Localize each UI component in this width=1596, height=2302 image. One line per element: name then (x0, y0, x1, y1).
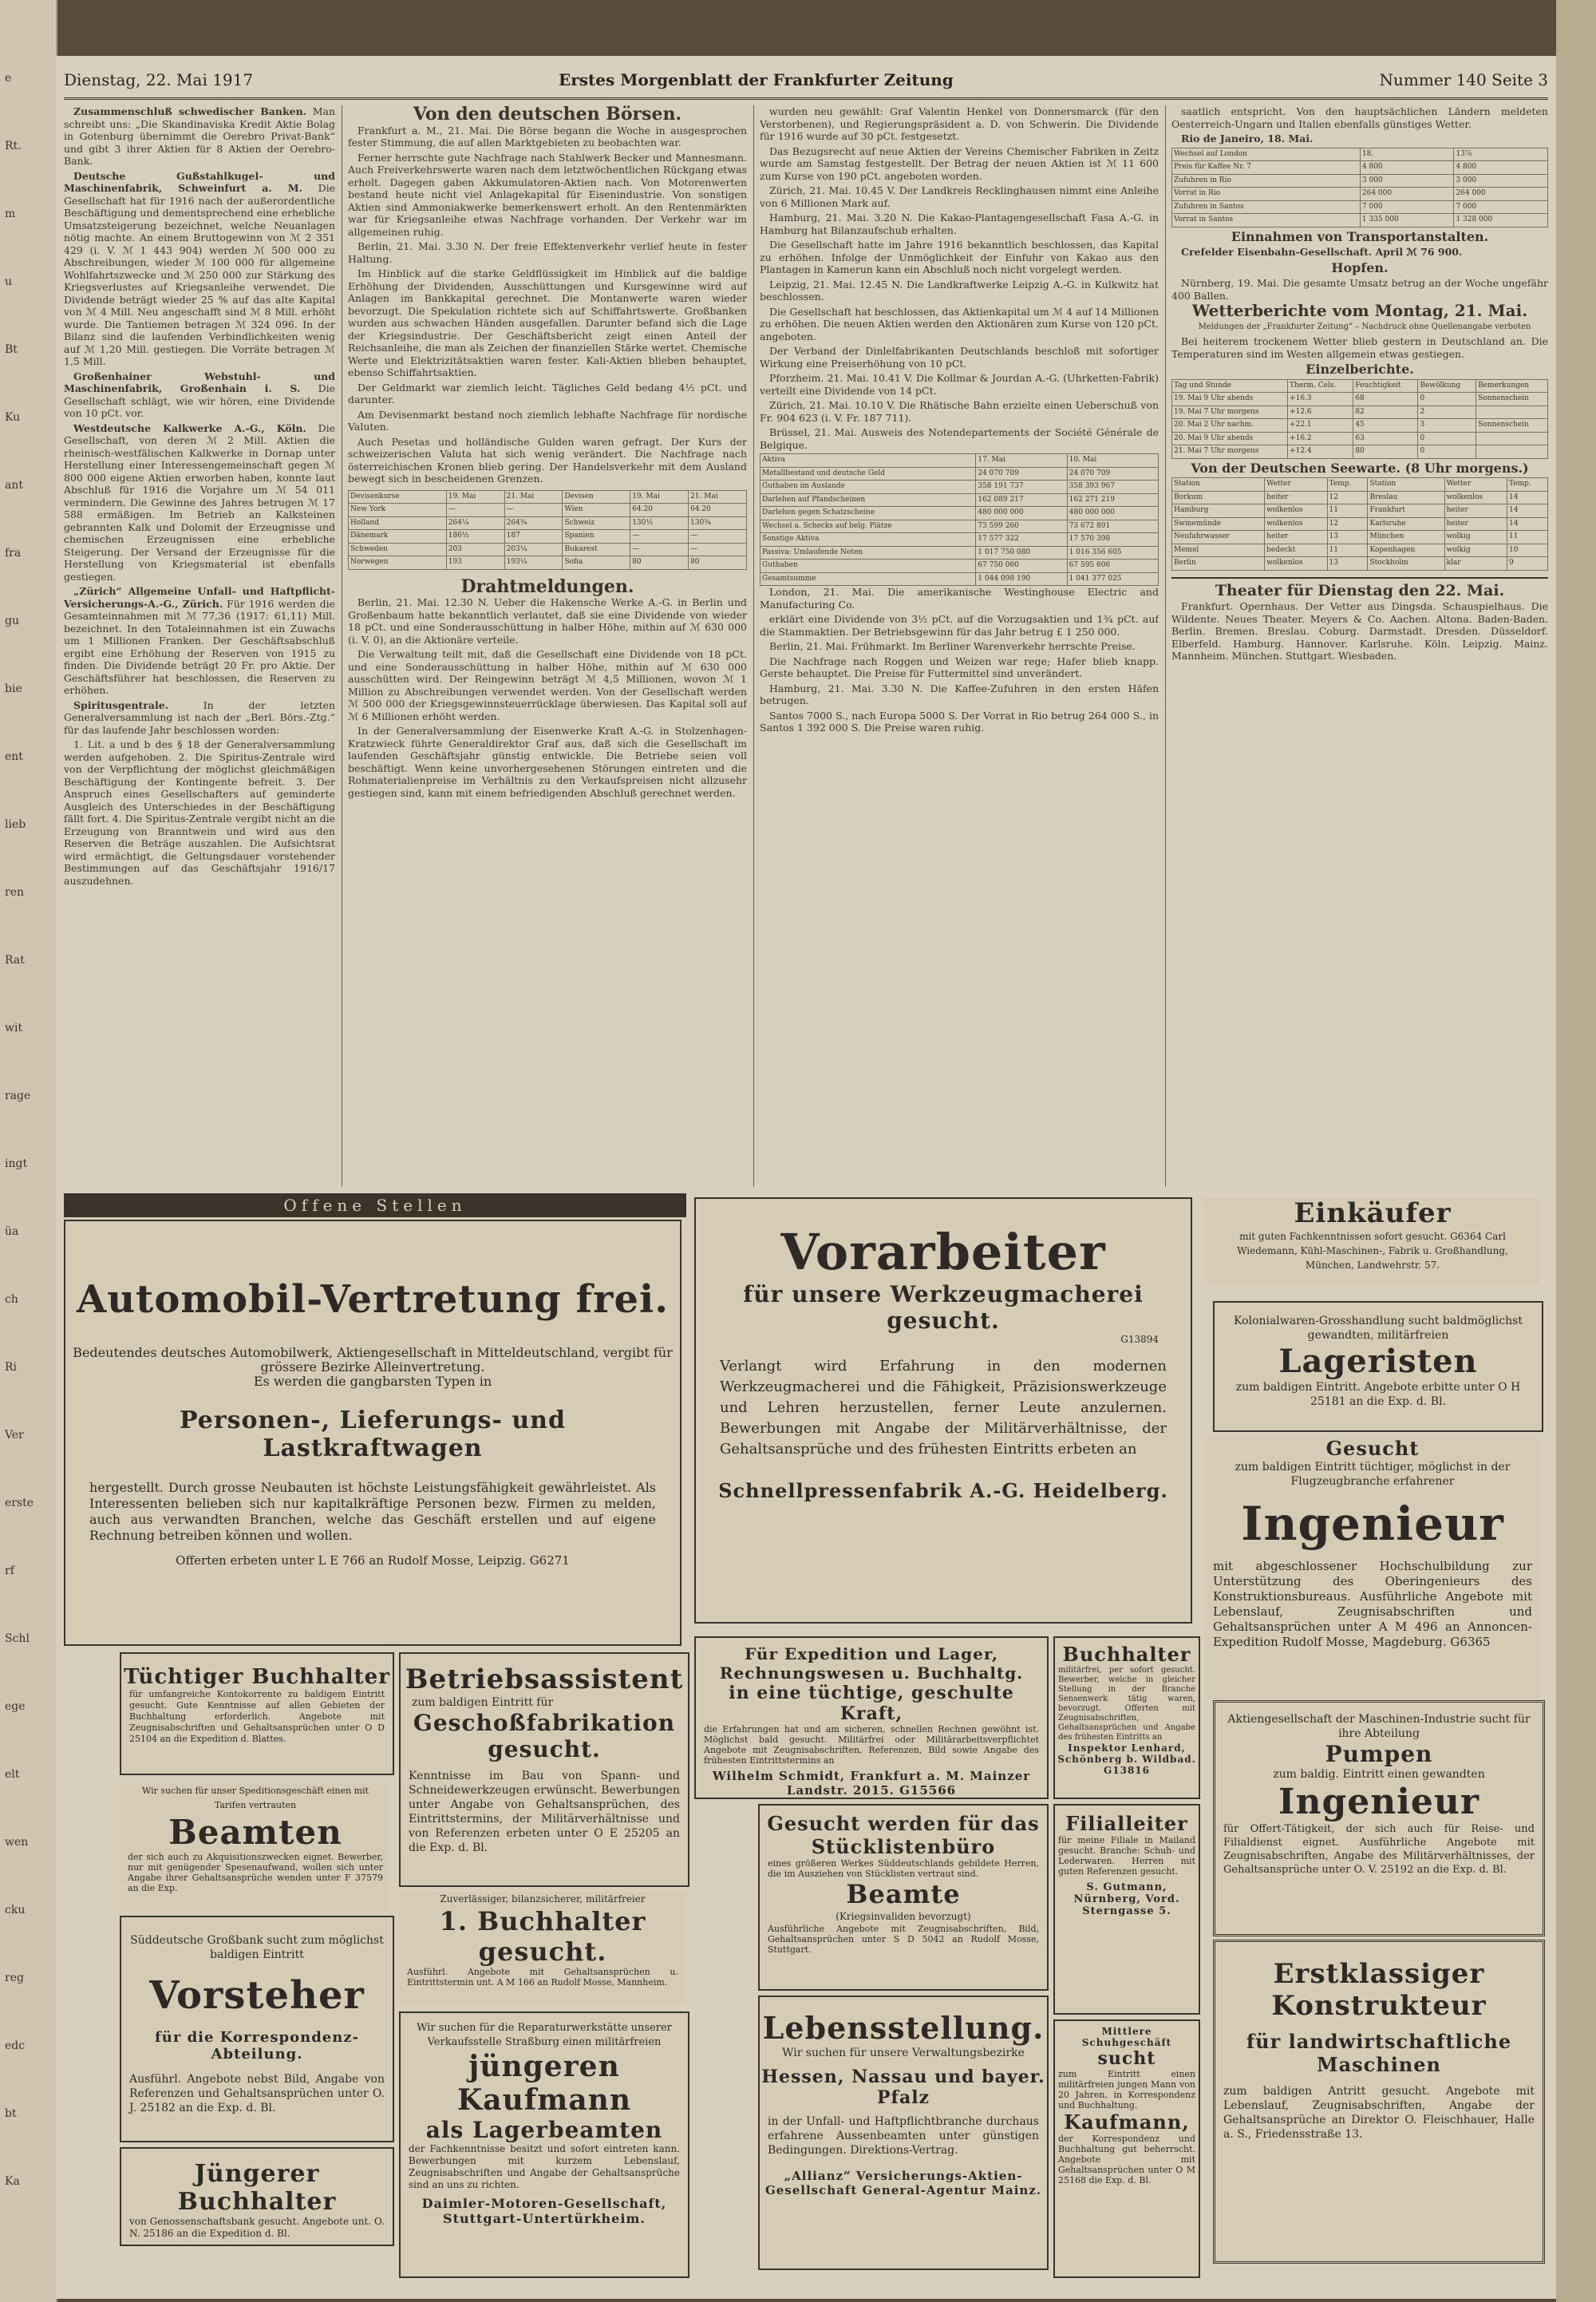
ad-beamte-sub: (Kriegsinvaliden bevorzugt) (836, 1911, 971, 1922)
ad-lageristen-title: Lageristen (1278, 1343, 1478, 1380)
ad-beamten-title: Beamten (168, 1813, 342, 1852)
spine-fragment: Ku (5, 411, 21, 424)
column-2: Von den deutschen Börsen. Frankfurt a. M., 21. Mai. Die Börse begann die Woche in ausgesprochen fester Stimmung, die auf allen Marktgebieten zu beobachten war. Ferner herrschte gute Nachfrage nach Stahlwerk Becker und Mannesmann. Auch Freiverkehrswerte waren nach dem letztwöchentlichen Rückgang etwas erholt. Dagegen gaben Akkumulatoren-Aktien nach. Von Motorenwerten bestand heute nicht viel Anlagekapital für Eisenindustrie. Von sonstigen Aktien sind Ammoniakwerke bemerkenswert erholt. An den Rentenmärkten war für Kriegsanleihe etwas Nachfrage vorhanden. Der Verkehr war im allgemeinen ruhig. Berlin, 21. Mai. 3.30 N. Der freie Effektenverkehr verlief heute in fester Haltung. Im Hinblick auf die starke Geldflüssigkeit im Hinblick auf die baldige Erhöhung der Dividenden, Ausschüttungen und Kursgewinne wird auf Anlagen im Bankkapital gerechnet. Die Montanwerte waren wieder bevorzugt. Die Spekulation richtete sich auf Schiffahrtswerte. Großbanken wurden aus schwachen Händen ausgefallen. Darunter befand sich die Lage der Kriegsindustrie. Der Geschäftsbericht zeigt einen Anteil der Reichsanleihe, die man als Zeichen der finanziellen Stärke wertet. Chemische Werte und Elektrizitätsaktien waren fester. Kali-Aktien blieben behauptet, ebenso Schiffahrtsaktien. Der Geldmarkt war ziemlich leicht. Tägliches Geld bedang 4½ pCt. und darunter. Am Devisenmarkt bestand noch ziemlich lebhafte Nachfrage für nordische Valuten. Auch Pesetas und holländische Gulden waren gefragt. Der Kurs der schweizerischen Valuta hat sich wenig verändert. Die Nachfrage nach österreichischen Kronen blieb gering. Der Handelsverkehr mit dem Ausland bewegt sich in bescheidenen Grenzen. Devisenkurse 19. Mai 21. Mai Devisen 19. Mai 21. Mai New York — — Wien 64.20 64.20 Holland 264¼ 264¾ Schweiz 130½ 130¾ Dänemark 186½ 187 Spanien — — Schweden 203 203¼ Bukarest — — Norwegen 193 193¼ Sofia 80 80 Drahtmeldungen. Berlin, 21. Mai. 12.30 N. Ueber die Hakensche Werke A.-G. in Berlin und Großenbaum hatte bekanntlich verlautet, daß sie eine Dividende von wieder 18 pCt. und eine Sonderausschüttung in halber Höhe, mithin auf ℳ 630 000 (i. V. 0), an die Aktionäre verteile. Die Verwaltung teilt mit, daß die Gesellschaft eine Dividende von 18 pCt. und eine Sonderausschüttung in halber Höhe, mithin auf ℳ 630 000 ausschütten wird. Der Reingewinn beträgt ℳ 4,5 Millionen, wovon ℳ 1 Million zu Abschreibungen verwendet werden. Von der Gesellschaft werden ℳ 500 000 der Kriegsgewinnsteuerrücklage überwiesen. Das Kapital soll auf ℳ 6 Millionen erhöht werden. In der Generalversammlung der Eisenwerke Kraft A.-G. in Stolzenhagen-Kratzwieck führte Generaldirektor Graf aus, daß sich die Gesellschaft im laufenden Geschäftsjahr günstig entwickle. Die Betriebe seien voll beschäftigt. Wenn keine unvorhergesehenen Störungen eintreten und die Rohmaterialienpreise im Verhältnis zu den Verkaufspreisen nicht allzusehr gestiegen sind, kann mit einem befriedigenden Abschluß gerechnet werden. (348, 105, 747, 799)
spine-fragment: u (5, 275, 13, 288)
ad-vorarbeiter-p: Verlangt wird Erfahrung in den modernen Werkzeugmacherei und die Fähigkeit, Präzisionswerkzeuge und Lehren herzustellen, ferner Leute anzulernen. Bewerbungen mit Angabe der Militärverhältnisse, der Gehaltsansprüche und des frühesten Eintritts erbeten an (720, 1358, 1167, 1458)
col1-sub4: „Zürich“ Allgemeine Unfall- und Haftpflicht-Versicherungs-A.-G., Zürich. (64, 585, 335, 610)
ad-juengerer-p: von Genossenschaftsbank gesucht. Angebote unt. O. N. 25186 an die Expedition d. Bl. (129, 2216, 385, 2239)
col3-para-1: Berlin, 21. Mai. 12.30 N. Ueber die Hakensche Werke A.-G. in Berlin und Großenbaum hatte bekanntlich verlautet, daß sie eine Dividende von wieder 18 pCt. und eine Sonderausschüttung in halber Höhe, mithin auf ℳ 630 000 (i. V. 0), an die Aktionäre verteile. (348, 596, 747, 646)
theater-box (1171, 577, 1548, 663)
ad-buchhalter (1053, 1636, 1200, 1799)
offene-stellen-banner: Offene Stellen (64, 1193, 686, 1217)
weather-table-1: Tag und Stunde Therm. Cels. Feuchtigkeit Bewölkung Bemerkungen 19. Mai 9 Uhr abends +16.3 68 0 Sonnenschein 19. Mai 7 Uhr morgens +12.6 82 2 20. Mai 2 Uhr nachm. +22.1 45 3 Sonnenschein 20. Mai 9 Uhr abends +16.2 63 0 21. Mai 7 Uhr morgens +12.4 80 0 (1171, 379, 1548, 459)
weather-heading: Wetterberichte vom Montag, 21. Mai. (1191, 301, 1528, 320)
spine-fragment: Schl (5, 1632, 30, 1645)
ad-filialleiter (1053, 1804, 1200, 2015)
ad-pumpen-p2: für Offert-Tätigkeit, der sich auch für Reise- und Filialdienst eignet. Ausführliche Angebote mit Zeugnisabschriften, Angabe des Militärverhältnisses, der Gehaltsansprüche unter O. V. 25192 an die Exp. d. Bl. (1223, 1823, 1535, 1876)
ad-juengerer-buchhalter (120, 2147, 394, 2246)
ad-lebensstellung (758, 1995, 1049, 2270)
col4-para-7: Hamburg, 21. Mai. 3.30 N. Die Kaffee-Zufuhren in den ersten Häfen betrugen. (760, 682, 1159, 706)
col5-para-1: saatlich entspricht. Von den hauptsächlichen Ländern meldeten Oesterreich-Ungarn und Italien ebenfalls günstiges Wetter. (1171, 105, 1548, 130)
header-date: Dienstag, 22. Mai 1917 (64, 70, 254, 89)
col4-para-3: Leipzig, 21. Mai. 12.45 N. Die Landkraftwerke Leipzig A.-G. in Kulkwitz hat beschlossen. (760, 278, 1159, 303)
ad-schuh-p2: der Korrespondenz und Buchhaltung gut beherrscht. Angebote mit Gehaltsansprüchen unter O M 25168 die Exp. d. Bl. (1058, 2134, 1195, 2185)
spine-fragment: bt (5, 2107, 17, 2120)
col1-sub1: Deutsche Gußstahlkugel- und Maschinenfabrik, Schweinfurt a. M. (64, 169, 335, 194)
ad-konstrukteur-p: zum baldigen Antritt gesucht. Angebote mit Lebenslauf, Zeugnisabschriften, Angabe der Gehaltsansprüche an Direktor O. Fleischhauer, Halle a. S., Friedensstraße 13. (1223, 2085, 1535, 2141)
col5-hopfen: Hopfen. (1331, 259, 1389, 275)
ad-schuh-p: zum Eintritt einen militärfreien jungen Mann von 20 Jahren, in Korrespondenz und Buchhaltung. (1058, 2069, 1195, 2110)
weather-para: Bei heiterem trockenem Wetter blieb gestern in Deutschland an. Die Temperaturen sind im Westen allgemein etwas gestiegen. (1171, 335, 1548, 360)
ad-juengerer-title: Jüngerer Buchhalter (177, 2160, 337, 2216)
ad-konstrukteur (1213, 1940, 1545, 2264)
spine-fragment: m (5, 208, 16, 220)
col1-sub5: Spiritusgentrale. (73, 698, 169, 711)
spine-fragment: edc (5, 2039, 26, 2052)
ad-konstrukteur-sub: für landwirtschaftliche Maschinen (1246, 2030, 1512, 2076)
ad-tuechtiger-p: für umfangreiche Kontokorrente zu baldigem Eintritt gesucht. Gute Kenntnisse auf allen Gebieten der Buchhaltung erforderlich. Angebote mit Zeugnisabschriften und Gehaltsansprüchen unter O D 25104 an die Expedition d. Blattes. (129, 1689, 385, 1744)
theater-heading: Theater für Dienstag den 22. Mai. (1215, 581, 1505, 599)
ad-pumpen-sub: Pumpen (1325, 1741, 1433, 1767)
ad-automobil-p1: Bedeutendes deutsches Automobilwerk, Aktiengesellschaft in Mitteldeutschland, vergibt für grössere Bezirke Alleinvertretung. (73, 1345, 673, 1374)
spine-fragment: ent (5, 750, 23, 763)
ad-einkaeufer-title: Einkäufer (1294, 1197, 1452, 1229)
ad-betriebsassistent-p1: zum baldigen Eintritt für (412, 1696, 554, 1709)
ad-vorarbeiter-code: G13894 (1120, 1334, 1159, 1345)
col5-transport: Einnahmen von Transportanstalten. (1231, 228, 1489, 244)
col4-para-6: Berlin, 21. Mai. Frühmarkt. Im Berliner Warenverkehr herrschte Preise. (769, 640, 1136, 652)
column-3: wurden neu gewählt: Graf Valentin Henkel von Donnersmarck (für den Verstorbenen), und Regierungspräsident a. D. von Schwerin. Die Dividende für 1916 wurde auf 30 pCt. festgesetzt. Das Bezugsrecht auf neue Aktien der Vereins Chemischer Fabriken in Zeitz wurde am Samstag festgestellt. Der Betrag der neuen Aktien ist ℳ 11 600 zum Kurse von 190 pCt. angeboten worden. Zürich, 21. Mai. 10.45 V. Der Landkreis Recklinghausen nimmt eine Anleihe von 6 Millionen Mark auf. Hamburg, 21. Mai. 3.20 N. Die Kakao-Plantagengesellschaft Fasa A.-G. in Hamburg hat Bilanzaufschub erhalten. Die Gesellschaft hatte im Jahre 1916 bekanntlich beschlossen, das Kapital zu erhöhen. Infolge der Unmöglichkeit der Einfuhr von Kakao aus den Plantagen in Kamerun kann ein Abschluß noch nicht vorgelegt werden. Leipzig, 21. Mai. 12.45 N. Die Landkraftwerke Leipzig A.-G. in Kulkwitz hat beschlossen. Die Gesellschaft hat beschlossen, das Aktienkapital um ℳ 4 auf 14 Millionen zu erhöhen. Die neuen Aktien werden den Aktionären zum Kurse von 120 pCt. angeboten. Der Verband der Dinlelfabrikanten Deutschlands beschloß mit sofortiger Wirkung eine Preiserhöhung von 10 pCt. Pforzheim. 21. Mai. 10.41 V. Die Kollmar & Jourdan A.-G. (Uhrketten-Fabrik) verteilt eine Dividende von 14 pCt. Zürich, 21. Mai. 10.10 V. Die Rhätische Bahn erzielte einen Ueberschuß von Fr. 904 623 (i. V. Fr. 187 711). Brüssel, 21. Mai. Ausweis des Notendepartements der Société Générale de Belgique. Aktiva 17. Mai 10. Mai Metallbestand und deutsche Geld 24 070 709 24 070 709 Guthaben im Auslande 358 191 737 358 393 967 Darlehen auf Pfandscheinen 162 089 217 162 271 219 Darlehen gegen Schatzscheine 480 000 000 480 000 000 Wechsel a. Schecks auf belg. Plätze 73 599 260 73 672 891 Sonstige Aktiva 17 577 322 17 570 398 Passiva: Umlaufende Noten 1 017 750 080 1 016 356 605 Guthaben 67 750 060 67 595 606 Gesamtsumme 1 044 098 190 1 041 377 025 London, 21. Mai. Die amerikanische Westinghouse Electric and Manufacturing Co. erklärt eine Dividende von 3½ pCt. auf die Vorzugsaktien und 1¾ pCt. auf die Stammaktien. Der Betriebsgewinn für das Jahr betrug £ 1 250 000. Berlin, 21. Mai. Frühmarkt. Im Berliner Warenverkehr herrschte Preise. Die Nachfrage nach Roggen und Weizen war rege; Hafer blieb knapp. Gerste behauptet. Die Preise für Futtermittel sind unverändert. Hamburg, 21. Mai. 3.30 N. Die Kaffee-Zufuhren in den ersten Häfen betrugen. Santos 7000 S., nach Europa 5000 S. Der Vorrat in Rio betrug 264 000 S., in Santos 1 392 000 S. Die Preise waren ruhig. (760, 105, 1159, 734)
ad-tuechtiger-buchhalter (120, 1652, 394, 1775)
ad-automobil-sub: Personen-, Lieferungs- und Lastkraftwagen (180, 1406, 566, 1462)
ad-filialleiter-title: Filialleiter (1065, 1812, 1188, 1835)
header-title: Erstes Morgenblatt der Frankfurter Zeitung (559, 70, 954, 89)
ad-stuecklisten (758, 1804, 1049, 1991)
bilanz-table: Aktiva 17. Mai 10. Mai Metallbestand und deutsche Geld 24 070 709 24 070 709 Guthaben im Auslande 358 191 737 358 393 967 Darlehen auf Pfandscheinen 162 089 217 162 271 219 Darlehen gegen Schatzscheine 480 000 000 480 000 000 Wechsel a. Schecks auf belg. Plätze 73 599 260 73 672 891 Sonstige Aktiva 17 577 322 17 570 398 Passiva: Umlaufende Noten 1 017 750 080 1 016 356 605 Guthaben 67 750 060 67 595 606 Gesamtsumme 1 044 098 190 1 041 377 025 (760, 453, 1159, 586)
ad-schuh-top: Mittlere Schuhgeschäft (1081, 2026, 1172, 2048)
ad-suedbank (120, 1916, 394, 2142)
ad-erster-buchhalter-p: Ausführl. Angebote mit Gehaltsansprüchen u. Eintrittstermin unt. A M 166 an Rudolf Mosse, Mannheim. (407, 1967, 678, 1988)
ad-ingenieur-flugzeug-p: mit abgeschlossener Hochschulbildung zur Unterstützung des Oberingenieurs des Konstruktionsbureaus. Ausführliche Angebote mit Lebenslauf, Zeugnisabschriften und Gehaltsansprüchen unter A M 496 an Annoncen-Expedition Rudolf Mosse, Magdeburg. G6365 (1213, 1559, 1532, 1649)
ad-lebensstellung-p2: in der Unfall- und Haftpflichtbranche durchaus erfahrene Aussenbeamten unter günstigen Bedingungen. Direktions-Vertrag. (768, 2115, 1039, 2157)
ad-lageristen-top: Kolonialwaren-Grosshandlung sucht baldmöglichst gewandten, militärfreien (1234, 1315, 1523, 1342)
ad-vorarbeiter-sub: für unsere Werkzeugmacherei gesucht. (743, 1281, 1144, 1334)
header-page-number: Nummer 140 Seite 3 (1379, 70, 1548, 89)
col1-heading: Zusammenschluß schwedischer Banken. (73, 105, 307, 117)
ad-ingenieur-flugzeug (1205, 1437, 1540, 1700)
ad-betriebsassistent-p2: Kenntnisse im Bau von Spann- und Schneidewerkzeugen erwünscht. Bewerbungen unter Angabe von Gehaltsansprüchen, des Eintrittstermins, der Militärverhältnisse und von Referenzen erbeten unter O E 25205 an die Exp. d. Bl. (409, 1770, 680, 1854)
spine-fragment: gu (5, 615, 19, 627)
ad-betriebsassistent (399, 1652, 689, 1887)
ad-erster-buchhalter-title: 1. Buchhalter gesucht. (439, 1906, 646, 1967)
ad-betriebsassistent-sub: Geschoßfabrikation gesucht. (413, 1710, 676, 1762)
ad-buchhalter-p: militärfrei, per sofort gesucht. Bewerber, welche in gleicher Stellung in der Branche Sensenwerk tätig waren, bevorzugt. Offerten mit Zeugnisabschriften, Gehaltsansprüchen und Angabe des frühesten Eintritts an (1058, 1666, 1195, 1742)
ad-expedition-p: die Erfahrungen hat und am sicheren, schnellen Rechnen gewöhnt ist. Möglichst bald gesucht. Militärfrei oder Militärarbeitsverpflichtet Angebote mit Zeugnisabschriften, Referenzen, Bild sowie Angabe des frühesten Eintrittstermins an (704, 1724, 1039, 1766)
ad-lebensstellung-sub: Hessen, Nassau und bayer. Pfalz (761, 2067, 1045, 2108)
ad-tuechtiger-title: Tüchtiger Buchhalter (124, 1665, 390, 1689)
ad-expedition (694, 1636, 1049, 1799)
newspaper-page (56, 56, 1556, 2299)
ad-einkaeufer-p: mit guten Fachkenntnissen sofort gesucht. G6364 Carl Wiedemann, Kühl-Maschinen-, Fabrik u. Großhandlung, München, Landwehrstr. 57. (1237, 1231, 1508, 1271)
ad-buchhalter-title: Buchhalter (1062, 1643, 1191, 1666)
ad-automobil-title: Automobil-Vertretung frei. (77, 1277, 669, 1322)
col3-heading: Drahtmeldungen. (460, 576, 634, 597)
spine-fragment: wen (5, 1836, 29, 1849)
ad-schuh-title: sucht (1097, 2048, 1156, 2069)
ad-lageristen-p: zum baldigen Eintritt. Angebote erbitte unter O H 25181 an die Exp. d. Bl. (1235, 1381, 1521, 1408)
ad-schuhgeschaeft (1053, 2019, 1200, 2278)
ad-lebensstellung-p: Wir suchen für unsere Verwaltungsbezirke (782, 2047, 1025, 2059)
spine-fragment: Ka (5, 2175, 20, 2188)
ad-suedbank-top: Süddeutsche Großbank sucht zum möglichst baldigen Eintritt (130, 1934, 384, 1961)
spine-fragment: reg (5, 1972, 24, 1984)
spine-fragment: wit (5, 1022, 23, 1034)
col1-sub3: Westdeutsche Kalkwerke A.-G., Köln. (73, 421, 306, 434)
col4-para-2: Zürich, 21. Mai. 10.45 V. Der Landkreis Recklinghausen nimmt eine Anleihe von 6 Millionen Mark auf. (760, 184, 1159, 209)
ad-betriebsassistent-title: Betriebsassistent (405, 1663, 684, 1695)
ad-expedition-title: Für Expedition und Lager, Rechnungswesen u. Buchhaltg. (719, 1644, 1024, 1683)
ad-automobil-p2: Es werden die gangbarsten Typen in (253, 1374, 492, 1389)
page-edge (1556, 0, 1596, 2302)
ad-kaufmann-title: jüngeren Kaufmann (456, 2050, 632, 2117)
col4-para-1: Hamburg, 21. Mai. 3.20 N. Die Kakao-Plantagengesellschaft Fasa A.-G. in Hamburg hat Bilanzaufschub erhalten. (760, 212, 1159, 236)
col2-para-3: Der Geldmarkt war ziemlich leicht. Tägliches Geld bedang 4½ pCt. und darunter. (348, 381, 747, 405)
col5-rio: Rio de Janeiro, 18. Mai. (1181, 133, 1314, 144)
column-rule (1165, 105, 1166, 1187)
spine-fragment: bie (5, 682, 22, 695)
ad-schuh-title2: Kaufmann, (1064, 2110, 1190, 2134)
ad-kaufmann-firm: Daimler-Motoren-Gesellschaft, Stuttgart-Untertürkheim. (421, 2196, 667, 2226)
ad-lebensstellung-title: Lebensstellung. (762, 2010, 1045, 2046)
devisen-table: Devisenkurse 19. Mai 21. Mai Devisen 19. Mai 21. Mai New York — — Wien 64.20 64.20 Holland 264¼ 264¾ Schweiz 130½ 130¾ Dänemark 186½ 187 Spanien — — Schweden 203 203¼ Bukarest — — Norwegen 193 193¼ Sofia 80 80 (348, 490, 747, 570)
spine-fragment: Bt (5, 343, 18, 356)
spine-fragment: rf (5, 1564, 14, 1577)
ad-einkaeufer (1205, 1197, 1540, 1285)
spine-fragment: ingt (5, 1157, 28, 1170)
ad-kaufmann-sub: als Lagerbeamten (425, 2117, 663, 2143)
ad-expedition-firm: Wilhelm Schmidt, Frankfurt a. M. Mainzer Landstr. 2015. G15566 (712, 1769, 1031, 1798)
ad-kaufmann-p: der Fachkenntnisse besitzt und sofort eintreten kann. Bewerbungen mit kurzem Lebenslauf, Zeugnisabschriften und Angabe der Gehaltsansprüche sind an uns zu richten. (409, 2143, 680, 2190)
ad-pumpen-top: Aktiengesellschaft der Maschinen-Industrie sucht für ihre Abteilung (1227, 1713, 1531, 1740)
col1-sub2: Großenhainer Webstuhl- und Maschinenfabrik, Großenhain i. S. (64, 370, 335, 394)
spine-fragment: ant (5, 479, 23, 492)
spine-fragment: Ri (5, 1361, 18, 1374)
rio-table: Wechsel auf London 18. 13⅞ Preis für Kaffee Nr. 7 4 800 4 800 Zufuhren in Rio 3 000 3 000 Vorrat in Rio 264 000 264 000 Zufuhren in Santos 7 000 7 000 Vorrat in Santos 1 335 000 1 328 000 (1171, 148, 1548, 227)
binding-spine (0, 0, 57, 2302)
ad-ingenieur-flugzeug-sub: zum baldigen Eintritt tüchtiger, möglichst in der Flugzeugbranche erfahrener (1235, 1461, 1511, 1488)
ad-beamten (120, 1784, 391, 1912)
ad-pumpen (1213, 1700, 1545, 1936)
ad-beamte-title: Beamte (846, 1879, 961, 1909)
ad-konstrukteur-title: Erstklassiger Konstrukteur (1271, 1958, 1487, 2022)
spine-fragment: rage (5, 1090, 31, 1102)
ad-kaufmann-top: Wir suchen für die Reparaturwerkstätte unserer Verkaufsstelle Straßburg einen militärfreien (417, 2022, 672, 2048)
col2-heading: Von den deutschen Börsen. (413, 105, 682, 125)
col2-para-2: Berlin, 21. Mai. 3.30 N. Der freie Effektenverkehr verlief heute in fester Haltung. (348, 240, 747, 265)
weather-sub: Meldungen der „Frankfurter Zeitung“ – Nachdruck ohne Quellenangabe verboten (1198, 322, 1531, 331)
spine-fragment: Rat (5, 954, 25, 967)
ad-expedition-sub: in eine tüchtige, geschulte Kraft, (729, 1683, 1014, 1724)
ad-stuecklisten-p: eines größeren Werkes Süddeutschlands gebildete Herren, die im Ausziehen von Stücklisten vertraut sind. (768, 1858, 1039, 1879)
spine-fragment: erste (5, 1497, 34, 1509)
column-rule (753, 105, 754, 1187)
ad-beamten-top: Wir suchen für unser Speditionsgeschäft einen mit Tarifen vertrauten (142, 1786, 369, 1810)
spine-fragment: Ver (5, 1429, 24, 1442)
seewarte-heading: Von der Deutschen Seewarte. (8 Uhr morgens.) (1191, 460, 1529, 476)
ad-vorarbeiter (694, 1197, 1192, 1624)
ad-lebensstellung-firm: „Allianz“ Versicherungs-Aktien-Gesellschaft General-Agentur Mainz. (764, 2169, 1042, 2197)
column-1: Zusammenschluß schwedischer Banken. Man schreibt uns: „Die Skandinaviska Kredit Aktie Bolag in Gotenburg übernimmt die Oerebro Privat-Bank“ und gibt 3 ihrer Aktien für 8 Aktien der Oerebro-Bank. Deutsche Gußstahlkugel- und Maschinenfabrik, Schweinfurt a. M. Die Gesellschaft hat für 1916 nach der außerordentliche Beschäftigung und dementsprechend eine erhebliche Umsatzsteigerung bezeichnet, welche Neuanlagen nötig machte. An einem Bruttogewinn von ℳ 2 351 429 (i. V. ℳ 1 443 904) werden ℳ 500 000 zu Abschreibungen, wieder ℳ 100 000 für allgemeine Wohlfahrtszwecke und ℳ 250 000 zur Stärkung des Kriegsverlustes auf Kriegsanleihe verwendet. Die Dividende beträgt wieder 25 % auf das alte Kapital von ℳ 4 Mill. Neu angeschafft sind ℳ 8 Mill. erhöht wurde. Die Tantiemen betragen ℳ 324 096. In der Bilanz sind die laufenden Verbindlichkeiten wenig auf ℳ 1,20 Mill. gestiegen. Die Vorräte betragen ℳ 1,5 Mill. Großenhainer Webstuhl- und Maschinenfabrik, Großenhain i. S. Die Gesellschaft schlägt, wie wir hören, eine Dividende von 10 pCt. vor. Westdeutsche Kalkwerke A.-G., Köln. Die Gesellschaft, von deren ℳ 2 Mill. Aktien die rheinisch-westfälischen Kalkwerke in Dornap unter Herstellung einer Interessengemeinschaft gegen ℳ 800 000 eigene Aktien erworben haben, konnte laut Abschluß für 1916 die Vorjahre um ℳ 54 011 vermindern. Die Gewinne des Jahres betrugen ℳ 17 588 ermäßigen. Im Betrieb an Kalksteinen gebrannten Kalk und Dolomit der Erzeugnisse und chemischen Erzeugnissen eine erhebliche Steigerung. Der Versand der Erzeugnisse für die Herstellung von Kriegsmaterial ist ebenfalls gestiegen. „Zürich“ Allgemeine Unfall- und Haftpflicht-Versicherungs-A.-G., Zürich. Für 1916 werden die Gesamteinnahmen mit ℳ 77,36 (1917: 61,11) Mill. bezeichnet. In den Totaleinnahmen ist ein Zuwachs um 1 Millionen Franken. Der Geschäftsabschluß ergibt eine Erhöhung der Reserven von 1915 zu finden. Die Dividende beträgt 20 Fr. pro Aktie. Der Geschäftsführer hat beschlossen, die Reserven zu erhöhen. Spiritusgentrale. In der letzten Generalversammlung ist nach der „Berl. Börs.-Ztg.“ für das laufende Jahr beschlossen worden: 1. Lit. a und b des § 18 der Generalversammlung werden aufgehoben. 2. Die Spiritus-Zentrale wird von der Verpflichtung der möglichst gleichmäßigen Beschäftigung der Kontingente befreit. 3. Der Anspruch eines Gesellschafters auf geminderte Ausgleich des Unterschiedes in der Beschäftigung fällt fort. 4. Die Spiritus-Zentrale vergibt nicht an die Erzeugung von Branntwein und wird aus den Reserven die Beträge auszahlen. Die Aufsichtsrat wird ermächtigt, die Geltungsdauer vorstehender Bestimmungen auf das Geschäftsjahr 1916/17 auszudehnen. (64, 105, 335, 887)
einzel-heading: Einzelberichte. (1306, 362, 1414, 377)
ad-suedbank-p: Ausführl. Angebote nebst Bild, Angabe von Referenzen und Gehaltsansprüchen unter O. J. 25182 an die Exp. d. Bl. (129, 2073, 385, 2114)
ad-ingenieur-flugzeug-top: Gesucht (1325, 1437, 1420, 1460)
page-header (64, 65, 1548, 100)
ad-pumpen-title: Ingenieur (1278, 1782, 1480, 1822)
spine-fragment: ch (5, 1293, 18, 1306)
ad-buchhalter-firm: Inspektor Lenhard, Schönberg b. Wildbad. G13816 (1057, 1742, 1196, 1776)
spine-fragment: cku (5, 1904, 26, 1916)
col2-para-1: Frankfurt a. M., 21. Mai. Die Börse begann die Woche in ausgesprochen fester Stimmung, die auf allen Marktgebieten zu beobachten war. (348, 124, 747, 148)
spine-fragment: ege (5, 1700, 26, 1713)
ad-kaufmann (399, 2011, 689, 2278)
col2-para-4: Am Devisenmarkt bestand noch ziemlich lebhafte Nachfrage für nordische Valuten. (348, 408, 747, 433)
ad-lageristen (1213, 1301, 1543, 1432)
ad-beamte-p: Ausführliche Angebote mit Zeugnisabschriften, Bild, Gehaltsansprüchen unter S D 5042 an Rudolf Mosse, Stuttgart. (768, 1924, 1039, 1955)
spine-fragment: üa (5, 1225, 19, 1238)
weather-table-2: Station Wetter Temp. Station Wetter Temp. Borkum heiter 12 Breslau wolkenlos 14 Hamburg wolkenlos 11 Frankfurt heiter 14 Swinemünde wolkenlos 12 Karlsruhe heiter 14 Neufahrwasser heiter 13 München wolkig 11 Memel bedeckt 11 Kopenhagen wolkig 10 Berlin wolkenlos 13 Stockholm klar 9 (1171, 477, 1548, 571)
ad-erster-buchhalter (399, 1892, 686, 2003)
spine-fragment: e (5, 72, 12, 85)
ad-filialleiter-p: für meine Filiale in Mailand gesucht. Branche: Schuh- und Lederwaren. Herren mit guten Referenzen gesucht. (1058, 1835, 1195, 1877)
ad-stuecklisten-title: Gesucht werden für das Stücklistenbüro (767, 1812, 1040, 1858)
column-5 (1171, 105, 1548, 1187)
ad-automobil-p3: hergestellt. Durch grosse Neubauten ist höchste Leistungsfähigkeit gewährleistet. Als Interessenten belieben sich nur kapitalkräftige Personen bezw. Firmen zu melden, auch aus verwandten Branchen, welche das Geschäft erstellen und auf eigene Rechnung betreiben können und wollen. (89, 1480, 656, 1543)
ad-erster-buchhalter-top: Zuverlässiger, bilanzsicherer, militärfreier (440, 1893, 646, 1904)
col5-crefeld: Crefelder Eisenbahn-Gesellschaft. April ℳ 76 900. (1181, 246, 1463, 258)
col4-para-4: Brüssel, 21. Mai. Ausweis des Notendepartements der Société Générale de Belgique. (760, 426, 1159, 451)
ad-ingenieur-flugzeug-title: Ingenieur (1241, 1497, 1504, 1551)
spine-fragment: fra (5, 547, 22, 560)
ad-beamten-p: der sich auch zu Akquisitionszwecken eignet. Bewerber, nur mit genügender Spesenaufwand, wollen sich unter Angabe ihrer Gehaltsansprüche wenden unter F 37579 an die Exp. (128, 1852, 383, 1893)
ad-pumpen-p: zum baldig. Eintritt einen gewandten (1273, 1768, 1485, 1781)
spine-fragment: Rt. (5, 140, 22, 152)
ad-vorarbeiter-firm: Schnellpressenfabrik A.-G. Heidelberg. (718, 1479, 1168, 1502)
theater-text: Frankfurt. Opernhaus. Der Vetter aus Dingsda. Schauspielhaus. Die Wildente. Neues Theater. Meyers & Co. Aachen. Altona. Baden-Baden. Berlin. Bremen. Breslau. Coburg. Darmstadt. Dresden. Düsseldorf. Elberfeld. Hamburg. Hannover. Karlsruhe. Köln. Leipzig. Mainz. Mannheim. München. Stuttgart. Wiesbaden. (1171, 600, 1548, 662)
spine-fragment: lieb (5, 818, 26, 831)
spine-fragment: elt (5, 1768, 20, 1781)
col4-para-5: London, 21. Mai. Die amerikanische Westinghouse Electric and Manufacturing Co. (760, 586, 1159, 611)
ad-vorarbeiter-title: Vorarbeiter (780, 1223, 1106, 1281)
ad-automobil-code: Offerten erbeten unter L E 766 an Rudolf Mosse, Leipzig. G6271 (176, 1553, 570, 1568)
ad-automobil (64, 1220, 681, 1646)
ad-suedbank-sub: für die Korrespondenz-Abteilung. (154, 2029, 360, 2063)
spine-fragment: ren (5, 886, 24, 899)
col5-hopfen-para: Nürnberg, 19. Mai. Die gesamte Umsatz betrug an der Woche ungefähr 400 Ballen. (1171, 277, 1548, 302)
ad-suedbank-title: Vorsteher (149, 1973, 365, 2018)
ad-filialleiter-firm: S. Gutmann, Nürnberg, Vord. Sterngasse 5. (1073, 1881, 1180, 1917)
